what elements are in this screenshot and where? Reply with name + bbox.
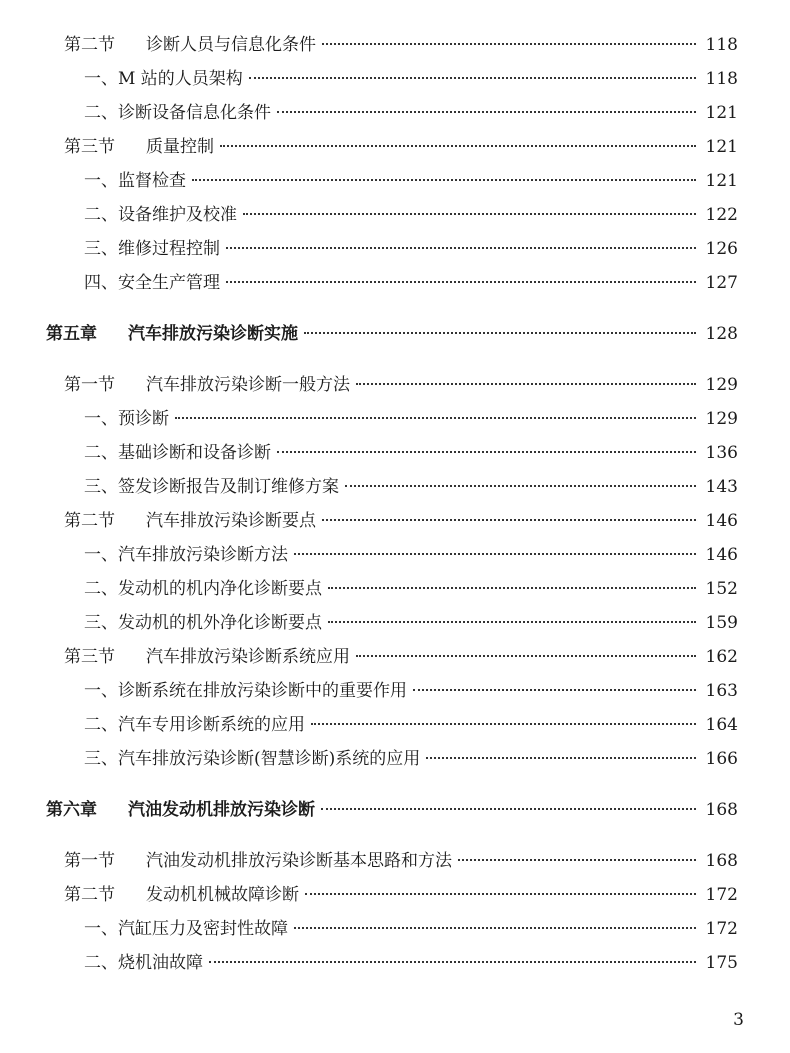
toc-entry-page: 164 xyxy=(705,715,738,735)
toc-entry-page: 172 xyxy=(705,919,738,939)
dot-leader xyxy=(226,275,696,283)
dot-leader xyxy=(305,887,696,895)
toc-entry-number: 二、 xyxy=(84,103,118,123)
toc-entry-page: 146 xyxy=(705,511,738,531)
toc-entry-title: M 站的人员架构 xyxy=(118,69,243,89)
toc-entry-number: 第三节 xyxy=(64,137,115,157)
toc-section-row xyxy=(64,509,738,533)
toc-section-row xyxy=(64,849,738,873)
dot-leader xyxy=(328,581,696,589)
toc-item-row xyxy=(84,577,738,601)
toc-entry-title: 汽车排放污染诊断实施 xyxy=(128,324,298,344)
dot-leader xyxy=(294,547,696,555)
toc-entry-number: 第二节 xyxy=(64,885,115,905)
toc-item-row xyxy=(84,203,738,227)
toc-entry-page: 152 xyxy=(705,579,738,599)
toc-chapter-row xyxy=(46,798,738,822)
dot-leader xyxy=(328,615,696,623)
toc-item-row xyxy=(84,169,738,193)
toc-entry-page: 162 xyxy=(705,647,738,667)
toc-entry-page: 126 xyxy=(705,239,738,259)
toc-entry-title: 质量控制 xyxy=(146,137,214,157)
toc-entry-title: 汽车排放污染诊断(智慧诊断)系统的应用 xyxy=(118,749,421,769)
toc-entry-title: 汽车专用诊断系统的应用 xyxy=(118,715,305,735)
toc-entry-number: 二、 xyxy=(84,205,118,225)
toc-entry-page: 159 xyxy=(705,613,738,633)
toc-entry-title: 诊断系统在排放污染诊断中的重要作用 xyxy=(118,681,407,701)
dot-leader xyxy=(175,411,696,419)
toc-entry-title: 预诊断 xyxy=(118,409,169,429)
dot-leader xyxy=(322,513,696,521)
toc-section-row xyxy=(64,135,738,159)
toc-entry-number: 一、 xyxy=(84,919,118,939)
toc-entry-number: 三、 xyxy=(84,749,118,769)
toc-entry-title: 发动机的机外净化诊断要点 xyxy=(118,613,322,633)
toc-entry-page: 121 xyxy=(705,137,738,157)
toc-item-row xyxy=(84,475,738,499)
toc-entry-page: 175 xyxy=(705,953,738,973)
toc-item-row xyxy=(84,407,738,431)
toc-entry-page: 121 xyxy=(705,171,738,191)
toc-entry-page: 168 xyxy=(705,800,738,820)
toc-entry-number: 第一节 xyxy=(64,851,115,871)
toc-entry-page: 122 xyxy=(705,205,738,225)
toc-entry-title: 汽油发动机排放污染诊断基本思路和方法 xyxy=(146,851,452,871)
toc-entry-title: 发动机的机内净化诊断要点 xyxy=(118,579,322,599)
toc-entry-number: 二、 xyxy=(84,953,118,973)
toc-entry-number: 三、 xyxy=(84,613,118,633)
toc-item-row xyxy=(84,441,738,465)
toc-item-row xyxy=(84,951,738,975)
toc-entry-title: 设备维护及校准 xyxy=(118,205,237,225)
dot-leader xyxy=(311,717,696,725)
dot-leader xyxy=(277,105,696,113)
dot-leader xyxy=(413,683,696,691)
toc-entry-page: 163 xyxy=(705,681,738,701)
dot-leader xyxy=(277,445,696,453)
toc-entry-number: 四、 xyxy=(84,273,118,293)
toc-entry-title: 汽油发动机排放污染诊断 xyxy=(128,800,315,820)
toc-section-row xyxy=(64,373,738,397)
toc-entry-title: 监督检查 xyxy=(118,171,186,191)
toc-item-row xyxy=(84,917,738,941)
toc-entry-title: 安全生产管理 xyxy=(118,273,220,293)
dot-leader xyxy=(294,921,696,929)
toc-section-row xyxy=(64,33,738,57)
toc-entry-number: 一、 xyxy=(84,545,118,565)
dot-leader xyxy=(304,326,696,334)
dot-leader xyxy=(321,802,696,810)
toc-entry-title: 诊断设备信息化条件 xyxy=(118,103,271,123)
toc-entry-number: 第五章 xyxy=(46,324,97,344)
toc-entry-number: 一、 xyxy=(84,409,118,429)
dot-leader xyxy=(249,71,696,79)
dot-leader xyxy=(220,139,696,147)
toc-entry-page: 166 xyxy=(705,749,738,769)
toc-entry-page: 118 xyxy=(705,35,738,55)
dot-leader xyxy=(458,853,696,861)
toc-section-row xyxy=(64,645,738,669)
toc-entry-number: 一、 xyxy=(84,681,118,701)
toc-entry-number: 一、 xyxy=(84,171,118,191)
toc-entry-number: 第六章 xyxy=(46,800,97,820)
dot-leader xyxy=(226,241,696,249)
toc-entry-number: 三、 xyxy=(84,477,118,497)
toc-entry-number: 二、 xyxy=(84,715,118,735)
toc-item-row xyxy=(84,713,738,737)
toc-entry-number: 第二节 xyxy=(64,35,115,55)
toc-entry-number: 第三节 xyxy=(64,647,115,667)
dot-leader xyxy=(209,955,696,963)
toc-entry-number: 第一节 xyxy=(64,375,115,395)
toc-item-row xyxy=(84,679,738,703)
toc-entry-title: 维修过程控制 xyxy=(118,239,220,259)
toc-entry-title: 诊断人员与信息化条件 xyxy=(146,35,316,55)
toc-entry-title: 基础诊断和设备诊断 xyxy=(118,443,271,463)
toc-entry-page: 136 xyxy=(705,443,738,463)
toc-entry-title: 发动机机械故障诊断 xyxy=(146,885,299,905)
toc-entry-number: 第二节 xyxy=(64,511,115,531)
page-number: 3 xyxy=(733,1010,744,1030)
dot-leader xyxy=(426,751,696,759)
toc-entry-title: 签发诊断报告及制订维修方案 xyxy=(118,477,339,497)
toc-entry-page: 129 xyxy=(705,375,738,395)
toc-entry-number: 三、 xyxy=(84,239,118,259)
toc-entry-number: 二、 xyxy=(84,579,118,599)
dot-leader xyxy=(192,173,696,181)
toc-item-row xyxy=(84,271,738,295)
toc-entry-page: 172 xyxy=(705,885,738,905)
toc-entry-title: 汽车排放污染诊断要点 xyxy=(146,511,316,531)
toc-section-row xyxy=(64,883,738,907)
toc-entry-title: 汽车排放污染诊断方法 xyxy=(118,545,288,565)
toc-entry-page: 127 xyxy=(705,273,738,293)
dot-leader xyxy=(243,207,696,215)
dot-leader xyxy=(322,37,696,45)
toc-item-row xyxy=(84,747,738,771)
toc-entry-page: 146 xyxy=(705,545,738,565)
toc-entry-page: 168 xyxy=(705,851,738,871)
toc-entry-title: 汽车排放污染诊断一般方法 xyxy=(146,375,350,395)
toc-entry-page: 118 xyxy=(705,69,738,89)
toc-entry-number: 二、 xyxy=(84,443,118,463)
toc-entry-title: 烧机油故障 xyxy=(118,953,203,973)
toc-entry-page: 129 xyxy=(705,409,738,429)
toc-entry-number: 一、 xyxy=(84,69,118,89)
dot-leader xyxy=(356,377,696,385)
toc-item-row xyxy=(84,67,738,91)
toc-entry-title: 汽车排放污染诊断系统应用 xyxy=(146,647,350,667)
toc-chapter-row xyxy=(46,322,738,346)
toc-entry-page: 143 xyxy=(705,477,738,497)
toc-entry-page: 121 xyxy=(705,103,738,123)
toc-item-row xyxy=(84,543,738,567)
dot-leader xyxy=(356,649,696,657)
toc-item-row xyxy=(84,611,738,635)
dot-leader xyxy=(345,479,696,487)
toc-item-row xyxy=(84,237,738,261)
toc-item-row xyxy=(84,101,738,125)
toc-entry-page: 128 xyxy=(705,324,738,344)
toc-entry-title: 汽缸压力及密封性故障 xyxy=(118,919,288,939)
